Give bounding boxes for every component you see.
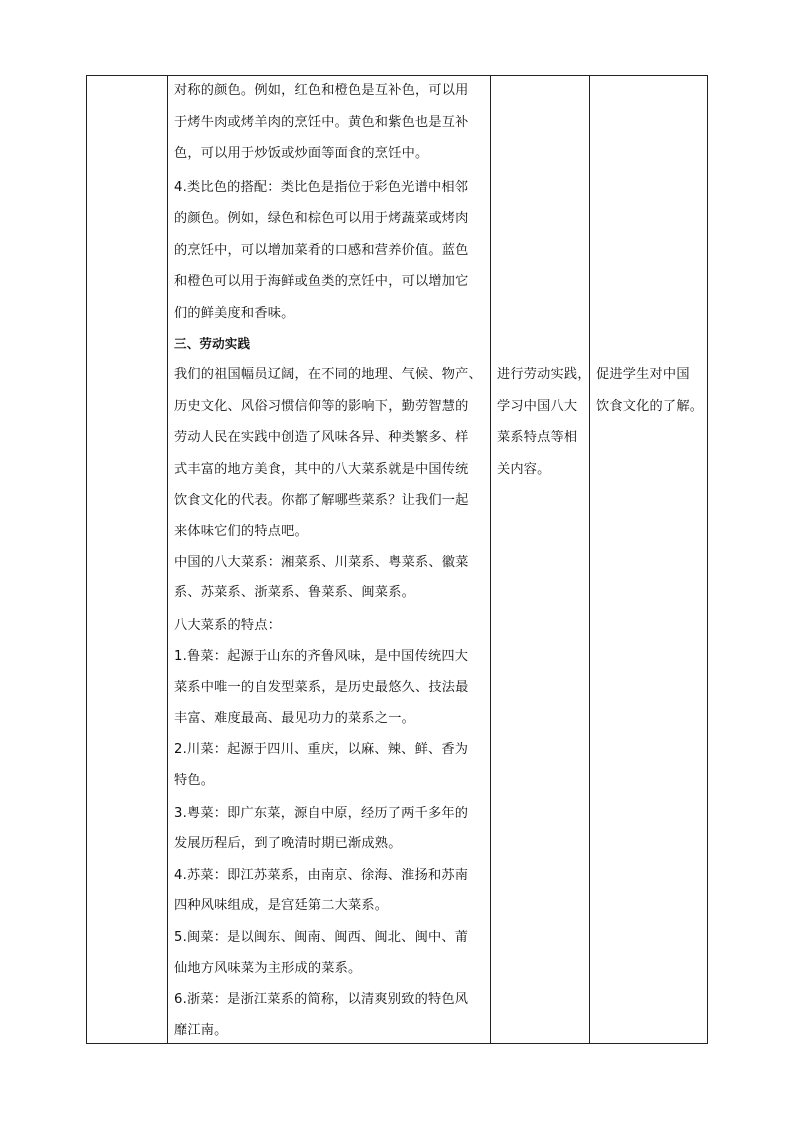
purpose-line: 饮食文化的了解。 [596,399,704,414]
content-line: 式丰富的地方美食，其中的八大菜系就是中国传统 [174,462,469,477]
content-line: 菜系中唯一的自发型菜系，是历史最悠久、技法最 [174,680,469,695]
content-line: 历史文化、风俗习惯信仰等的影响下，勤劳智慧的 [174,399,469,414]
content-line: 仙地方风味菜为主形成的菜系。 [174,961,362,976]
purpose-line: 促进学生对中国 [596,367,690,382]
content-line: 对称的颜色。例如，红色和橙色是互补色，可以用 [174,83,469,98]
content-line: 来体味它们的特点吧。 [174,524,308,539]
activity-line: 学习中国八大 [497,399,578,414]
content-line: 饮食文化的代表。你都了解哪些菜系？让我们一起 [174,493,469,508]
activity-line: 菜系特点等相 [497,430,578,445]
content-line: 四种风味组成，是宫廷第二大菜系。 [174,898,389,913]
content-line: 4.苏菜：即江苏菜系，由南京、徐海、淮扬和苏南 [174,868,469,883]
activity-line: 关内容。 [497,462,551,477]
content-line: 3.粤菜：即广东菜，源自中原，经历了两千多年的 [174,806,469,821]
content-line: 我们的祖国幅员辽阔，在不同的地理、气候、物产、 [174,367,482,382]
content-line: 发展历程后，到了晚清时期已渐成熟。 [174,836,402,851]
content-line: 中国的八大菜系：湘菜系、川菜系、粤菜系、徽菜 [174,555,469,570]
content-line: 劳动人民在实践中创造了风味各异、种类繁多、样 [174,430,469,445]
section-heading: 三、劳动实践 [174,336,251,351]
content-line: 特色。 [174,773,215,788]
content-line: 靡江南。 [174,1023,228,1038]
content-line: 6.浙菜：是浙江菜系的简称，以清爽别致的特色风 [174,992,469,1007]
content-line: 们的鲜美度和香味。 [174,306,295,321]
activity-line: 进行劳动实践， [497,367,591,382]
lesson-plan-table [86,75,708,1044]
content-line: 4.类比色的搭配：类比色是指位于彩色光谱中相邻 [174,180,469,195]
content-line: 的颜色。例如，绿色和棕色可以用于烤蔬菜或烤肉 [174,211,469,226]
content-line: 系、苏菜系、浙菜系、鲁菜系、闽菜系。 [174,585,415,600]
content-line: 的烹饪中，可以增加菜肴的口感和营养价值。蓝色 [174,243,469,258]
design-purpose-column [590,76,707,1043]
student-activity-column [491,76,590,1043]
teaching-content-column [168,76,491,1043]
content-line: 2.川菜：起源于四川、重庆，以麻、辣、鲜、香为 [174,742,469,757]
blank-column [87,76,168,1043]
content-line: 1.鲁菜：起源于山东的齐鲁风味，是中国传统四大 [174,649,469,664]
content-line: 色，可以用于炒饭或炒面等面食的烹饪中。 [174,146,429,161]
content-line: 于烤牛肉或烤羊肉的烹饪中。黄色和紫色也是互补 [174,115,469,130]
content-line: 八大菜系的特点： [174,618,282,633]
content-line: 5.闽菜：是以闽东、闽南、闽西、闽北、闽中、莆 [174,930,469,945]
content-line: 和橙色可以用于海鲜或鱼类的烹饪中，可以增加它 [174,274,469,289]
content-line: 丰富、难度最高、最见功力的菜系之一。 [174,711,415,726]
